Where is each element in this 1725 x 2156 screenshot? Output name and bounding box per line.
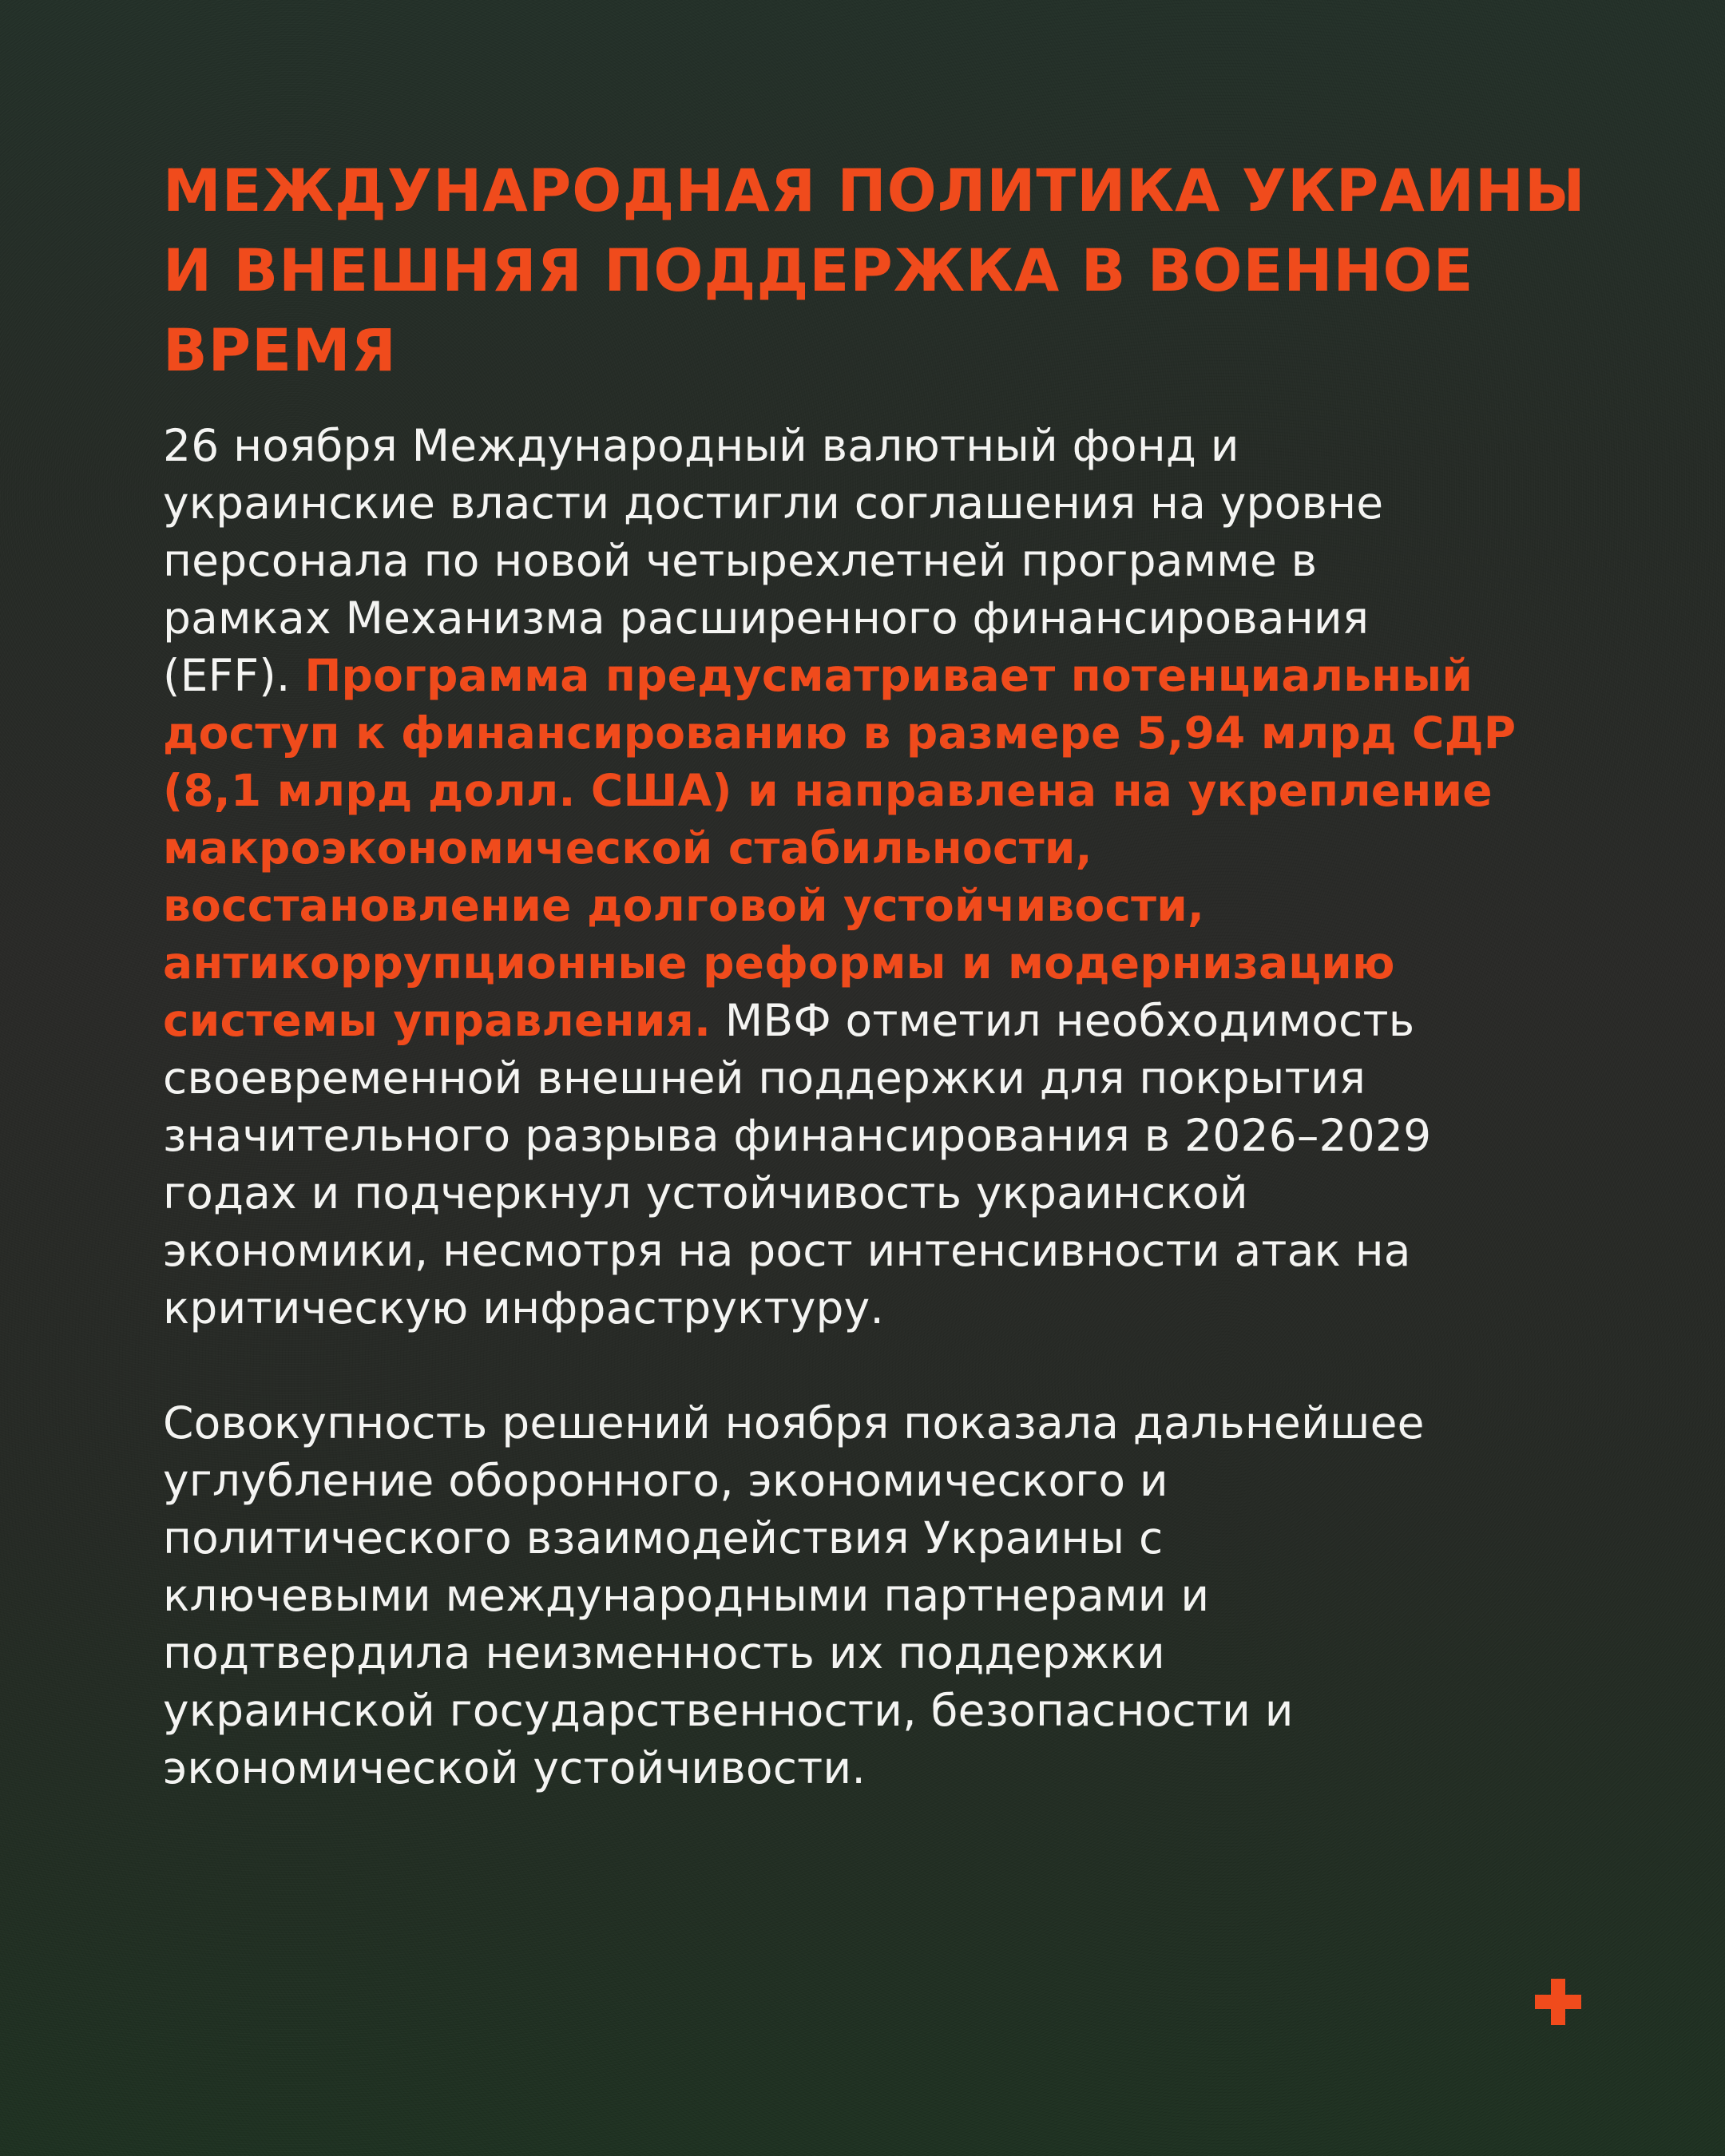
text-line: подтвердила неизменность их поддержки bbox=[163, 1627, 1165, 1678]
highlight-text: (8,1 млрд долл. США) и направлена на укрепление bbox=[163, 765, 1493, 816]
text-line: углубление оборонного, экономического и bbox=[163, 1455, 1168, 1506]
plain-text: (EFF). bbox=[163, 650, 305, 701]
article-content bbox=[163, 152, 1632, 1797]
text-line: персонала по новой четырехлетней программе в bbox=[163, 535, 1318, 586]
highlight-text: доступ к финансированию в размере 5,94 млрд СДР bbox=[163, 707, 1517, 759]
plus-icon bbox=[1535, 1979, 1581, 2025]
text-line: ключевыми международными партнерами и bbox=[163, 1570, 1210, 1621]
title-line: МЕЖДУНАРОДНАЯ ПОЛИТИКА УКРАИНЫ bbox=[163, 157, 1586, 225]
text-line: годах и подчеркнул устойчивость украинской bbox=[163, 1167, 1248, 1219]
text-line: украинской государственности, безопасности и bbox=[163, 1685, 1294, 1736]
text-line: значительного разрыва финансирования в 2026–2029 bbox=[163, 1110, 1432, 1161]
highlight-text: Программа предусматривает потенциальный bbox=[304, 650, 1473, 701]
highlight-text: системы управления. bbox=[163, 995, 712, 1046]
text-line bbox=[163, 647, 1632, 704]
text-line: Совокупность решений ноября показала дальнейшее bbox=[163, 1397, 1425, 1449]
text-line: рамках Механизма расширенного финансирования bbox=[163, 593, 1370, 644]
text-line: политического взаимодействия Украины с bbox=[163, 1512, 1164, 1563]
text-line: своевременной внешней поддержки для покрытия bbox=[163, 1052, 1366, 1104]
text-line bbox=[163, 992, 1632, 1049]
page-title bbox=[163, 152, 1632, 391]
text-line: 26 ноября Международный валютный фонд и bbox=[163, 420, 1239, 471]
highlight-text: восстановление долговой устойчивости, bbox=[163, 880, 1205, 931]
text-line: украинские власти достигли соглашения на уровне bbox=[163, 478, 1384, 529]
plain-text: МВФ отметил необходимость bbox=[711, 995, 1415, 1046]
highlight-text: антикоррупционные реформы и модернизацию bbox=[163, 937, 1395, 989]
paragraph-imf-program bbox=[163, 417, 1632, 1337]
title-line: И ВНЕШНЯЯ ПОДДЕРЖКА В ВОЕННОЕ bbox=[163, 237, 1474, 305]
highlight-text: макроэкономической стабильности, bbox=[163, 822, 1092, 874]
title-line: ВРЕМЯ bbox=[163, 317, 397, 385]
paragraph-summary bbox=[163, 1394, 1632, 1797]
text-line: критическую инфраструктуру. bbox=[163, 1282, 885, 1334]
text-line: экономики, несмотря на рост интенсивности атак на bbox=[163, 1225, 1411, 1276]
text-line: экономической устойчивости. bbox=[163, 1742, 866, 1793]
